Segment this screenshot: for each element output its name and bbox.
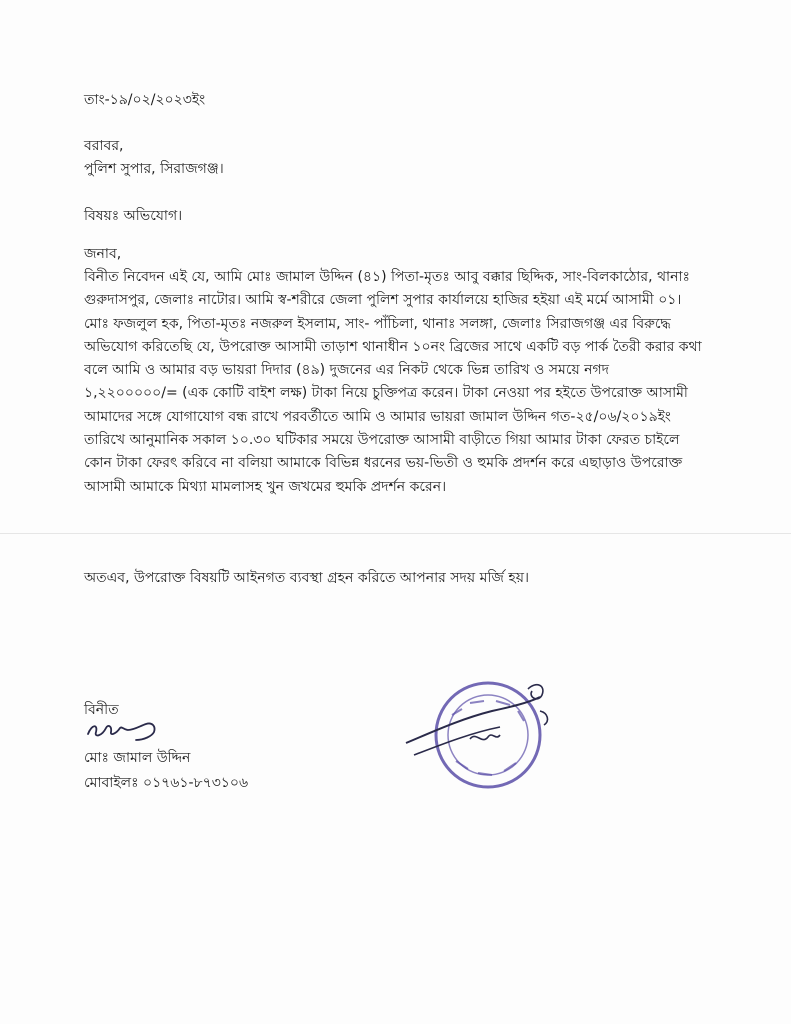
body-line: বিনীত নিবেদন এই যে, আমি মোঃ জামাল উদ্দিন (৪১) পিতা-মৃতঃ আবু বক্কার ছিদ্দিক, সাং-বিলকাঠোর, থানাঃ [84,269,690,285]
signoff: বিনীত [84,702,119,718]
salutation: জনাব, [84,246,122,262]
body-line: কোন টাকা ফেরৎ করিবে না বলিয়া আমাকে বিভিন্ন ধরনের ভয়-ভিতী ও হুমকি প্রদর্শন করে এছাড়াও উপরোক্ত [84,455,683,472]
body-line: মোঃ ফজলুল হক, পিতা-মৃতঃ নজরুল ইসলাম, সাং- পাঁচিলা, থানাঃ সলঙ্গা, জেলাঃ সিরাজগঞ্জ এর বিরুদ্ধে [84,315,671,332]
sender-mobile: মোবাইলঃ ০১৭৬১-৮৭৩১০৬ [84,775,249,791]
body-line: তারিখে আনুমানিক সকাল ১০.৩০ ঘটিকার সময়ে উপরোক্ত আসামী বাড়ীতে গিয়া আমার টাকা ফেরত চাইলে [84,432,680,449]
recipient-label: বরাবর, [84,138,124,154]
recipient-name: পুলিশ সুপার, সিরাজগঞ্জ। [84,161,224,177]
sender-name: মোঃ জামাল উদ্দিন [84,750,191,766]
body-line: আমাদের সঙ্গে যোগাযোগ বন্ধ রাখে পরবর্তীতে আমি ও আমার ভায়রা জামাল উদ্দিন গত-২৫/০৬/২০১৯ইং [84,408,671,425]
official-seal-stamp [400,675,560,795]
letter-body [84,266,724,499]
body-line: ১,২২০০০০০/= (এক কোটি বাইশ লক্ষ) টাকা নিয়ে চুক্তিপত্র করেন। টাকা নেওয়া পর হইতে উপরোক্ত আসামী [84,385,688,402]
body-line: আসামী আমাকে মিথ্যা মামলাসহ খুন জখমের হুমকি প্রদর্শন করেন। [84,478,447,495]
body-line: গুরুদাসপুর, জেলাঃ নাটোর। আমি স্ব-শরীরে জেলা পুলিশ সুপার কার্যালয়ে হাজির হইয়া এই মর্মে আসামী ০১। [84,292,682,309]
letter-date: তাং-১৯/০২/২০২৩ইং [84,92,206,108]
handwritten-signature [84,716,174,744]
scan-artifact-line [0,533,791,534]
letter-subject: বিষয়ঃ অভিযোগ। [84,208,183,224]
body-line: অভিযোগ করিতেছি যে, উপরোক্ত আসামী তাড়াশ থানাধীন ১০নং ব্রিজের সাথে একটি বড় পার্ক তৈরী করার কথা [84,338,702,355]
body-line: বলে আমি ও আমার বড় ভায়রা দিদার (৪৯) দুজনের এর নিকট থেকে ভিন্ন তারিখ ও সময়ে নগদ [84,362,610,379]
closing-request: অতএব, উপরোক্ত বিষয়টি আইনগত ব্যবস্থা গ্রহন করিতে আপনার সদয় মর্জি হয়। [84,570,529,586]
